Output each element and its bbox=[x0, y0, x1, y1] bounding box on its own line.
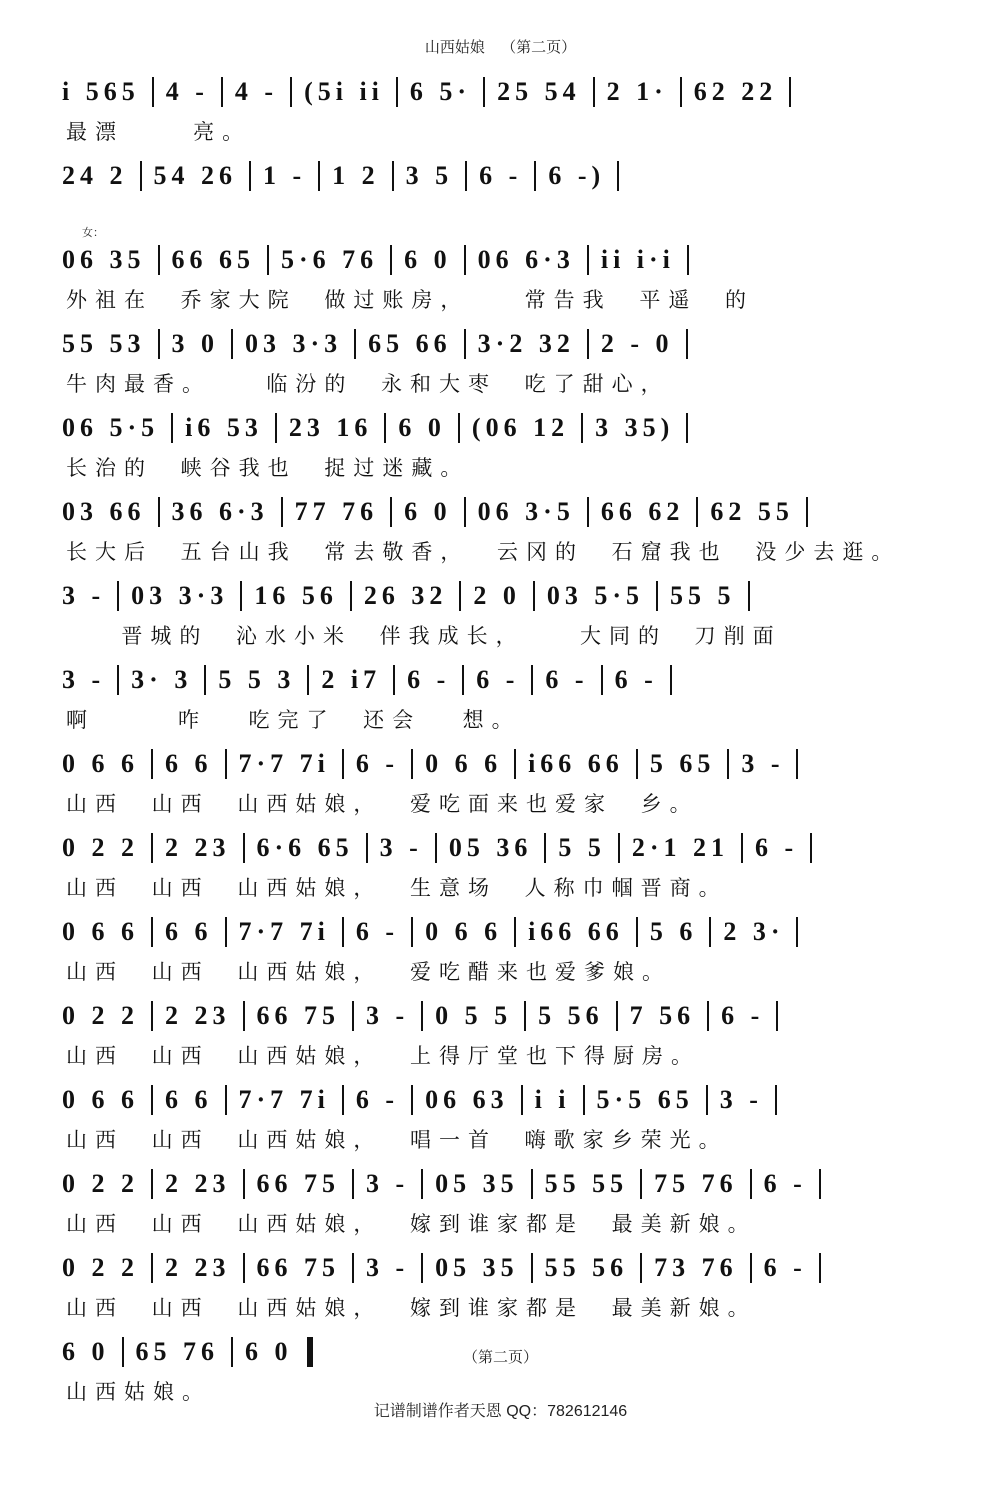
measure: (06 12 bbox=[471, 413, 570, 442]
barline bbox=[384, 413, 386, 443]
measure: 26 32 bbox=[363, 581, 448, 610]
measure: 2 - 0 bbox=[600, 329, 674, 358]
barline bbox=[640, 1253, 642, 1283]
score-system bbox=[52, 70, 952, 154]
score-system bbox=[52, 406, 952, 490]
measure: i i bbox=[534, 1085, 571, 1114]
measure: 66 75 bbox=[256, 1253, 340, 1282]
measure: 6 0 bbox=[62, 1337, 110, 1366]
measure: 6 - bbox=[755, 833, 799, 862]
score-system bbox=[52, 322, 952, 406]
measure: 0 2 2 bbox=[62, 833, 139, 862]
measure: 6 - bbox=[476, 665, 520, 694]
measure: 3· 3 bbox=[131, 665, 193, 694]
barline bbox=[354, 329, 356, 359]
barline bbox=[531, 665, 533, 695]
lyrics-line: 外祖在 乔家大院 做过账房， 常告我 平遥 的 bbox=[66, 289, 755, 312]
measure: 6 6 bbox=[165, 917, 213, 946]
measure: 0 6 6 bbox=[62, 917, 139, 946]
measure: 0 6 6 bbox=[62, 749, 139, 778]
notation-line bbox=[52, 238, 952, 282]
measure: 0 6 6 bbox=[425, 749, 503, 778]
barline bbox=[350, 581, 352, 611]
page-indicator: （第二页） bbox=[501, 39, 577, 56]
barline bbox=[789, 77, 791, 107]
lyrics-line bbox=[66, 200, 946, 228]
barline bbox=[796, 917, 798, 947]
barline bbox=[225, 917, 227, 947]
barline bbox=[776, 1001, 778, 1031]
measure: 6 - bbox=[763, 1169, 807, 1198]
measure: i66 66 bbox=[528, 749, 624, 778]
score-system bbox=[52, 826, 952, 910]
barline bbox=[587, 245, 589, 275]
barline bbox=[709, 917, 711, 947]
measure: 6 - bbox=[479, 161, 523, 190]
measure: 55 55 bbox=[544, 1169, 629, 1198]
measure: 0 2 2 bbox=[62, 1169, 139, 1198]
score-system bbox=[52, 490, 952, 574]
barline bbox=[459, 581, 461, 611]
notation-line bbox=[52, 490, 952, 534]
barline bbox=[421, 1169, 423, 1199]
barline bbox=[483, 77, 485, 107]
measure: 5 5 3 bbox=[218, 665, 296, 694]
measure: 1 - bbox=[263, 161, 307, 190]
barline bbox=[686, 329, 688, 359]
measure: 6 - bbox=[545, 665, 589, 694]
measure: 0 2 2 bbox=[62, 1253, 139, 1282]
measure: 7·7 7i bbox=[238, 917, 330, 946]
barline bbox=[421, 1253, 423, 1283]
transcriber-credit: 记谱制谱作者天恩 QQ：782612146 bbox=[373, 1403, 628, 1420]
barline bbox=[225, 1085, 227, 1115]
measure: 36 6·3 bbox=[171, 497, 269, 526]
measure: 2 23 bbox=[165, 1169, 231, 1198]
barline bbox=[618, 833, 620, 863]
measure: 3 - bbox=[366, 1253, 410, 1282]
lyrics-line: 啊 咋 吃完了 还会 想。 bbox=[66, 709, 521, 732]
measure: 6 5· bbox=[409, 77, 472, 106]
measure: 6 - bbox=[721, 1001, 765, 1030]
barline bbox=[158, 329, 160, 359]
barline bbox=[151, 1085, 153, 1115]
barline bbox=[392, 161, 394, 191]
lyrics-line: 山西 山西 山西姑娘， 爱吃醋来也爱爹娘。 bbox=[66, 961, 672, 984]
barline bbox=[117, 665, 119, 695]
barline bbox=[686, 413, 688, 443]
measure: 7·7 7i bbox=[238, 749, 330, 778]
barline bbox=[680, 77, 682, 107]
barline bbox=[221, 77, 223, 107]
barline bbox=[231, 329, 233, 359]
barline bbox=[464, 245, 466, 275]
barline bbox=[240, 581, 242, 611]
measure: 77 76 bbox=[294, 497, 379, 526]
barline bbox=[514, 917, 516, 947]
measure: 3 - bbox=[62, 581, 106, 610]
barline bbox=[696, 497, 698, 527]
measure: 65 76 bbox=[135, 1337, 219, 1366]
lyrics-line: 山西 山西 山西姑娘， 上得厅堂也下得厨房。 bbox=[66, 1045, 701, 1068]
measure: 3 - bbox=[366, 1001, 410, 1030]
measure: 5 6 bbox=[649, 917, 698, 946]
measure: 54 26 bbox=[153, 161, 237, 190]
measure: 0 6 6 bbox=[62, 1085, 139, 1114]
measure: 3 5 bbox=[405, 161, 454, 190]
barline bbox=[267, 245, 269, 275]
barline bbox=[366, 833, 368, 863]
measure: 75 76 bbox=[654, 1169, 738, 1198]
barline bbox=[775, 1085, 777, 1115]
measure: 6 6 bbox=[165, 749, 213, 778]
measure: 3 - bbox=[719, 1085, 763, 1114]
measure: 55 5 bbox=[670, 581, 736, 610]
measure: 5 65 bbox=[649, 749, 716, 778]
lyrics-line: 山西 山西 山西姑娘， 嫁到谁家都是 最美新娘。 bbox=[66, 1213, 757, 1236]
measure: 06 35 bbox=[62, 245, 146, 274]
score-system bbox=[52, 1246, 952, 1330]
barline bbox=[352, 1169, 354, 1199]
barline bbox=[151, 917, 153, 947]
barline bbox=[524, 1001, 526, 1031]
page-footer: （第二页） bbox=[462, 1349, 538, 1366]
measure: 05 36 bbox=[448, 833, 533, 862]
measure: 3 35) bbox=[595, 413, 675, 442]
barline bbox=[617, 161, 619, 191]
barline bbox=[458, 413, 460, 443]
measure: i 565 bbox=[62, 77, 140, 106]
measure: 06 6·3 bbox=[477, 245, 575, 274]
measure: 06 3·5 bbox=[477, 497, 575, 526]
measure: 23 16 bbox=[288, 413, 373, 442]
notation-line bbox=[52, 658, 952, 702]
barline bbox=[140, 161, 142, 191]
barline bbox=[243, 1001, 245, 1031]
barline bbox=[806, 497, 808, 527]
lyrics-line: 山西 山西 山西姑娘， 爱吃面来也爱家 乡。 bbox=[66, 793, 699, 816]
barline bbox=[464, 329, 466, 359]
measure: 3·2 32 bbox=[477, 329, 575, 358]
lyrics-line: 牛肉最香。 临汾的 永和大枣 吃了甜心， bbox=[66, 373, 670, 396]
notation-line bbox=[52, 574, 952, 618]
barline bbox=[152, 77, 154, 107]
measure: 0 6 6 bbox=[425, 917, 503, 946]
score-system bbox=[52, 574, 952, 658]
barline bbox=[810, 833, 812, 863]
measure: 25 54 bbox=[497, 77, 581, 106]
measure: 5 56 bbox=[538, 1001, 604, 1030]
barline bbox=[687, 245, 689, 275]
barline bbox=[151, 1169, 153, 1199]
measure: (5i ii bbox=[304, 77, 384, 106]
barline bbox=[533, 581, 535, 611]
measure: 6 - bbox=[355, 749, 400, 778]
measure: 66 75 bbox=[256, 1001, 340, 1030]
barline bbox=[435, 833, 437, 863]
notation-line bbox=[52, 910, 952, 954]
barline bbox=[656, 581, 658, 611]
barline bbox=[117, 581, 119, 611]
measure: 5·6 76 bbox=[281, 245, 379, 274]
lyrics-line: 最漂 亮。 bbox=[66, 121, 252, 144]
measure: 7 56 bbox=[629, 1001, 696, 1030]
barline bbox=[318, 161, 320, 191]
measure: 24 2 bbox=[62, 161, 128, 190]
barline bbox=[534, 161, 536, 191]
voice-part-marker: 女： bbox=[82, 227, 104, 239]
barline bbox=[462, 665, 464, 695]
barline bbox=[819, 1169, 821, 1199]
measure: 73 76 bbox=[654, 1253, 738, 1282]
lyrics-line: 山西 山西 山西姑娘， 唱一首 嗨歌家乡荣光。 bbox=[66, 1129, 728, 1152]
measure: 5·5 65 bbox=[596, 1085, 694, 1114]
measure: 6 0 bbox=[404, 245, 452, 274]
measure: 3 - bbox=[741, 749, 785, 778]
barline bbox=[390, 245, 392, 275]
measure: ii i·i bbox=[600, 245, 675, 274]
notation-line bbox=[52, 826, 952, 870]
lyrics-line: 长治的 峡谷我也 捉过迷藏。 bbox=[66, 457, 470, 480]
barline bbox=[521, 1085, 523, 1115]
barline bbox=[587, 497, 589, 527]
barline bbox=[411, 917, 413, 947]
barline bbox=[151, 833, 153, 863]
measure: 16 56 bbox=[254, 581, 338, 610]
measure: 6 - bbox=[614, 665, 658, 694]
barline bbox=[396, 77, 398, 107]
measure: 6 6 bbox=[165, 1085, 213, 1114]
barline bbox=[352, 1253, 354, 1283]
barline bbox=[544, 833, 546, 863]
barline bbox=[640, 1169, 642, 1199]
barline bbox=[290, 77, 292, 107]
barline bbox=[583, 1085, 585, 1115]
barline bbox=[275, 413, 277, 443]
measure: i6 53 bbox=[185, 413, 263, 442]
score-system bbox=[52, 910, 952, 994]
measure: 2 23 bbox=[165, 1253, 231, 1282]
barline bbox=[411, 1085, 413, 1115]
measure: 7·7 7i bbox=[238, 1085, 330, 1114]
notation-line bbox=[52, 322, 952, 366]
barline bbox=[531, 1253, 533, 1283]
notation-line bbox=[52, 1162, 952, 1206]
measure: 4 - bbox=[165, 77, 209, 106]
measure: 06 63 bbox=[425, 1085, 509, 1114]
measure: 6 - bbox=[355, 917, 400, 946]
measure: 6 - bbox=[407, 665, 451, 694]
barline bbox=[616, 1001, 618, 1031]
barline bbox=[158, 497, 160, 527]
barline bbox=[171, 413, 173, 443]
measure: 03 3·3 bbox=[245, 329, 343, 358]
barline bbox=[707, 1001, 709, 1031]
measure: 55 53 bbox=[62, 329, 146, 358]
measure: 6 -) bbox=[548, 161, 606, 190]
measure: 6 0 bbox=[245, 1337, 293, 1366]
barline bbox=[342, 917, 344, 947]
barline bbox=[421, 1001, 423, 1031]
barline bbox=[750, 1253, 752, 1283]
song-title: 山西姑娘 bbox=[424, 39, 485, 56]
notation-line bbox=[52, 1246, 952, 1290]
notation-line bbox=[52, 154, 952, 198]
measure: 6 - bbox=[763, 1253, 807, 1282]
notation-line bbox=[52, 994, 952, 1038]
measure: 03 3·3 bbox=[131, 581, 229, 610]
measure: 2 23 bbox=[165, 1001, 231, 1030]
barline bbox=[593, 77, 595, 107]
measure: 3 - bbox=[366, 1169, 410, 1198]
barline bbox=[225, 749, 227, 779]
barline bbox=[158, 245, 160, 275]
notation-line bbox=[52, 70, 952, 114]
lyrics-line: 山西 山西 山西姑娘， 嫁到谁家都是 最美新娘。 bbox=[66, 1297, 757, 1320]
measure: 5 5 bbox=[558, 833, 606, 862]
lyrics-line: 山西姑娘。 bbox=[66, 1381, 211, 1404]
measure: 1 2 bbox=[332, 161, 380, 190]
barline bbox=[204, 665, 206, 695]
barline bbox=[151, 1253, 153, 1283]
measure: 0 2 2 bbox=[62, 1001, 139, 1030]
measure: 3 0 bbox=[171, 329, 219, 358]
barline bbox=[819, 1253, 821, 1283]
barline bbox=[243, 1169, 245, 1199]
measure: 65 66 bbox=[368, 329, 452, 358]
notation-line bbox=[52, 1078, 952, 1122]
barline bbox=[249, 161, 251, 191]
measure: 3 - bbox=[379, 833, 423, 862]
barline bbox=[465, 161, 467, 191]
score-system bbox=[52, 227, 952, 322]
measure: 6 0 bbox=[398, 413, 446, 442]
barline bbox=[727, 749, 729, 779]
measure: 2·1 21 bbox=[631, 833, 730, 862]
measure: 0 5 5 bbox=[435, 1001, 513, 1030]
barline bbox=[390, 497, 392, 527]
measure: 3 - bbox=[62, 665, 106, 694]
measure: 2 1· bbox=[606, 77, 668, 106]
barline bbox=[342, 749, 344, 779]
numbered-music-score bbox=[52, 70, 952, 1414]
measure: 2 i7 bbox=[321, 665, 382, 694]
lyrics-line: 山西 山西 山西姑娘， 生意场 人称巾帼晋商。 bbox=[66, 877, 728, 900]
barline bbox=[748, 581, 750, 611]
notation-line bbox=[52, 742, 952, 786]
barline bbox=[151, 1001, 153, 1031]
barline bbox=[352, 1001, 354, 1031]
measure: 2 23 bbox=[165, 833, 231, 862]
barline bbox=[636, 749, 638, 779]
page-header bbox=[0, 36, 1001, 57]
barline bbox=[741, 833, 743, 863]
barline bbox=[514, 749, 516, 779]
barline bbox=[307, 665, 309, 695]
measure: 62 55 bbox=[710, 497, 794, 526]
barline bbox=[636, 917, 638, 947]
barline bbox=[281, 497, 283, 527]
score-system bbox=[52, 154, 952, 238]
lyrics-line: 长大后 五台山我 常去敬香， 云冈的 石窟我也 没少去逛。 bbox=[66, 541, 901, 564]
measure: 66 75 bbox=[256, 1169, 340, 1198]
measure: 2 3· bbox=[723, 917, 785, 946]
measure: 6 - bbox=[355, 1085, 400, 1114]
measure: 06 5·5 bbox=[62, 413, 160, 442]
measure: 66 65 bbox=[171, 245, 255, 274]
measure: 05 35 bbox=[435, 1169, 519, 1198]
measure: i66 66 bbox=[528, 917, 624, 946]
measure: 6·6 65 bbox=[256, 833, 354, 862]
measure: 05 35 bbox=[435, 1253, 519, 1282]
barline bbox=[243, 833, 245, 863]
barline bbox=[601, 665, 603, 695]
barline bbox=[411, 749, 413, 779]
barline bbox=[342, 1085, 344, 1115]
barline bbox=[393, 665, 395, 695]
barline bbox=[581, 413, 583, 443]
barline bbox=[706, 1085, 708, 1115]
score-system bbox=[52, 994, 952, 1078]
measure: 62 22 bbox=[693, 77, 778, 106]
barline bbox=[243, 1253, 245, 1283]
measure: 55 56 bbox=[544, 1253, 629, 1282]
score-system bbox=[52, 658, 952, 742]
barline bbox=[587, 329, 589, 359]
barline bbox=[670, 665, 672, 695]
measure: 66 62 bbox=[600, 497, 685, 526]
notation-line bbox=[52, 406, 952, 450]
measure: 2 0 bbox=[473, 581, 521, 610]
barline bbox=[750, 1169, 752, 1199]
lyrics-line: 晋城的 沁水小米 伴我成长， 大同的 刀削面 bbox=[66, 625, 782, 648]
barline bbox=[151, 749, 153, 779]
score-system bbox=[52, 742, 952, 826]
score-system bbox=[52, 1078, 952, 1162]
barline bbox=[796, 749, 798, 779]
score-system bbox=[52, 1162, 952, 1246]
measure: 03 5·5 bbox=[546, 581, 645, 610]
measure: 6 0 bbox=[404, 497, 452, 526]
barline bbox=[531, 1169, 533, 1199]
measure: 4 - bbox=[234, 77, 279, 106]
measure: 03 66 bbox=[62, 497, 146, 526]
barline bbox=[464, 497, 466, 527]
